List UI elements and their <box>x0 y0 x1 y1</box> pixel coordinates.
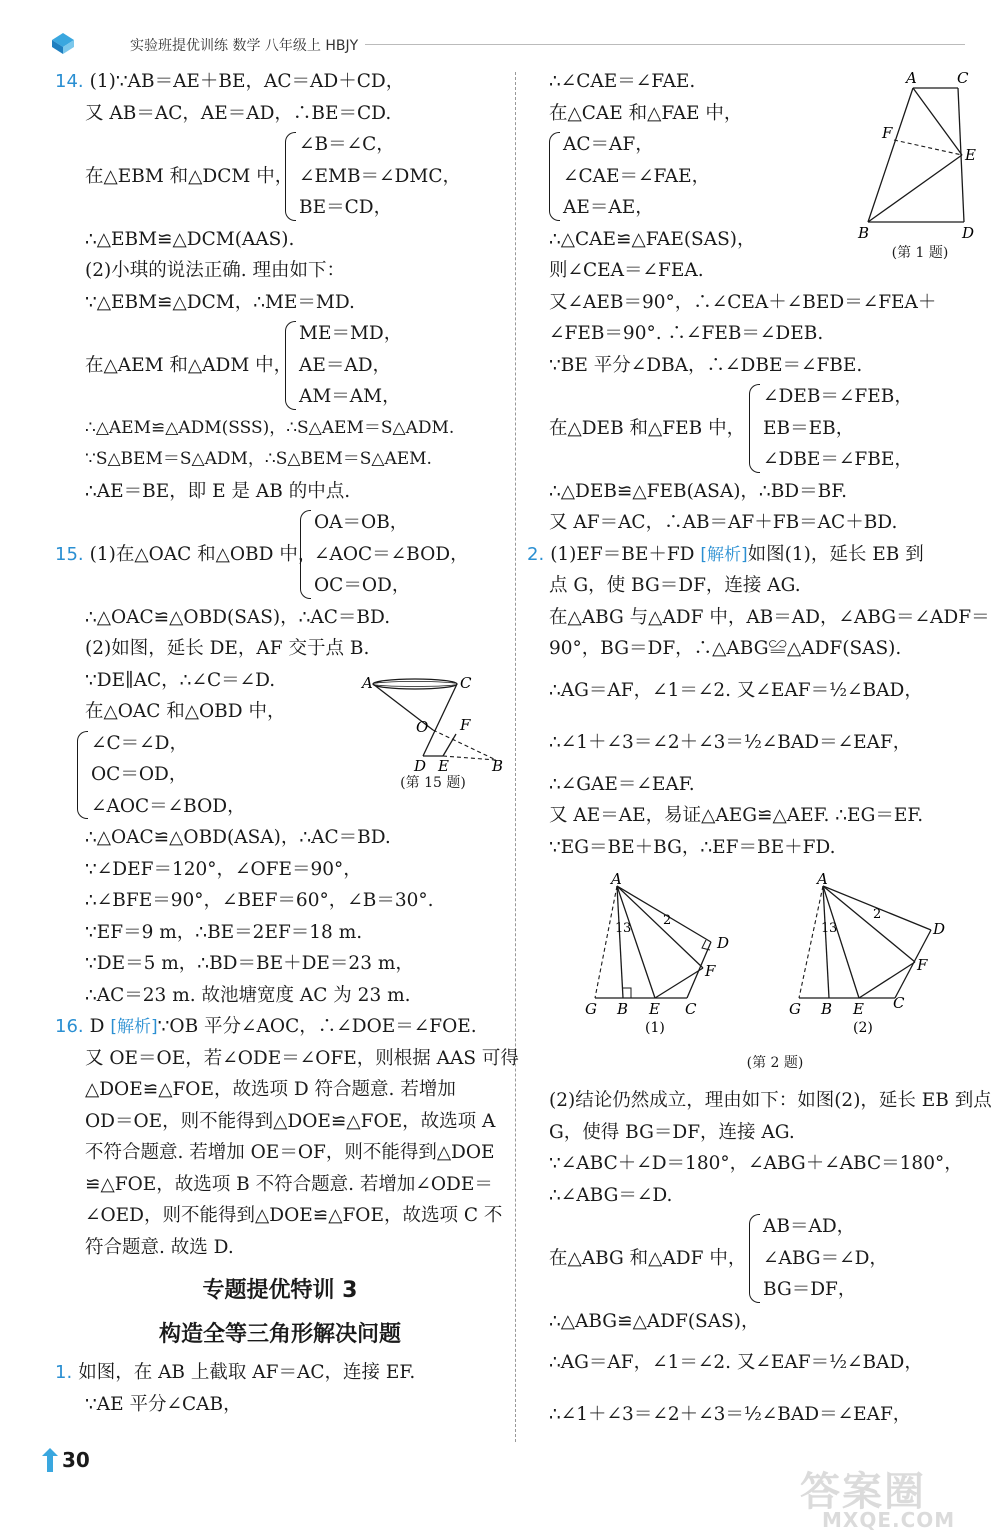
q15-line-9: ∵DE＝5 m，∴BD＝BE＋DE＝23 m， <box>85 953 414 974</box>
label-A-2: A <box>817 872 828 888</box>
r-q1-line-6: ∠FEB＝90°. ∴∠FEB＝∠DEB. <box>549 323 824 344</box>
section-title-2: 构造全等三角形解决问题 <box>158 1322 401 1347</box>
q16-answer: D <box>89 1016 105 1037</box>
r-q1-line-3: ∴△CAE≌△FAE(SAS)， <box>549 228 756 250</box>
q2-line-15: ∴AG＝AF，∠1＝∠2. 又∠EAF＝½∠BAD， <box>549 1352 923 1373</box>
brace-group <box>300 507 469 602</box>
brace-line: ∠AOC＝∠BOD， <box>314 543 469 565</box>
label-F: F <box>882 124 893 142</box>
page-number-badge <box>42 1446 92 1474</box>
brace-line: AE＝AE， <box>563 197 654 218</box>
brace-lead: 在△ABG 和△ADF 中， <box>549 1247 747 1269</box>
sub-caption-2: (2) <box>853 1020 873 1036</box>
label-C: C <box>460 674 472 692</box>
label-B-2: B <box>821 1000 833 1018</box>
q15-line-4: 在△OAC 和△OBD 中， <box>85 701 286 722</box>
brace-lead: 在△EBM 和△DCM 中， <box>85 165 294 187</box>
brace-line: ∠CAE＝∠FAE， <box>563 165 711 187</box>
q16-line-3: △DOE≌△FOE，故选项 D 符合题意. 若增加 <box>85 1079 456 1100</box>
r-q1-line-7: ∵BE 平分∠DBA，∴∠DBE＝∠FBE. <box>549 354 863 376</box>
q2-line-1 <box>527 539 979 571</box>
brace-lead: 在△DEB 和△FEB 中， <box>549 417 746 439</box>
sub-figure-1 <box>585 872 729 1036</box>
label-E: E <box>649 1000 660 1018</box>
label-E: E <box>438 757 449 772</box>
q2-line-5: ∴AG＝AF，∠1＝∠2. 又∠EAF＝½∠BAD， <box>549 679 923 701</box>
label-D: D <box>962 224 975 242</box>
brace-lead-text: (1)在△OAC 和△OBD 中， <box>89 543 317 565</box>
label-C: C <box>685 1000 697 1018</box>
label-O: O <box>416 718 429 736</box>
brace-line: AM＝AM， <box>299 386 401 407</box>
brace-mark <box>285 132 296 221</box>
brace-line: ∠B＝∠C， <box>299 134 395 155</box>
q1-text: 如图，在 AB 上截取 AF＝AC，连接 EF. <box>78 1362 416 1383</box>
q2-line-4: 90°，BG＝DF，∴△ABG≌△ADF(SAS). <box>549 638 902 659</box>
brace-group <box>749 1211 888 1306</box>
label-B: B <box>492 757 504 772</box>
q14-line-1 <box>55 66 505 98</box>
sub-figure-2 <box>789 872 945 1036</box>
q2-line-8: 又 AE＝AE，易证△AEG≌△AEF. ∴EG＝EF. <box>549 805 924 826</box>
brace-mark <box>77 731 88 820</box>
r-q1-line-4: 则∠CEA＝∠FEA. <box>549 260 704 281</box>
figure-caption: (第 1 题) <box>891 245 949 261</box>
brace-line: BG＝DF， <box>763 1279 857 1300</box>
angle-3-label: 3 <box>623 921 632 936</box>
brace-line: ∠EMB＝∠DMC， <box>299 165 461 187</box>
pond-diagram <box>358 672 508 772</box>
q16-line-6: ≌△FOE，故选项 B 不符合题意. 若增加∠ODE＝ <box>85 1173 493 1195</box>
q16-text: ∵OB 平分∠AOC，∴∠DOE＝∠FOE. <box>157 1016 477 1037</box>
right-column <box>527 66 992 1441</box>
figure-q15 <box>358 672 508 800</box>
page-header <box>40 28 975 58</box>
label-D: D <box>414 757 427 772</box>
watermark <box>782 1460 982 1530</box>
r-q1-line-2: 在△CAE 和△FAE 中， <box>549 102 743 124</box>
q15-number: 15. <box>55 543 84 565</box>
q16-line-8: 符合题意. 故选 D. <box>85 1236 234 1258</box>
label-E-2: E <box>853 1000 864 1018</box>
q16-line-4: OD＝OE，则不能得到△DOE≌△FOE，故选项 A <box>85 1110 496 1132</box>
label-F-2: F <box>917 956 928 974</box>
angle-3-label-2: 3 <box>829 921 838 936</box>
label-D: D <box>717 934 730 952</box>
label-G-2: G <box>789 1000 801 1018</box>
figure-caption: (第 15 题) <box>400 775 466 791</box>
q14-brace-2 <box>55 318 505 413</box>
q2-line-16: ∴∠1＋∠3＝∠2＋∠3＝½∠BAD＝∠EAF， <box>549 1404 912 1425</box>
label-F: F <box>460 716 471 734</box>
q2-line-10: (2)结论仍然成立，理由如下：如图(2)，延长 EB 到点 <box>549 1090 992 1111</box>
book-logo-icon <box>48 30 78 56</box>
brace-line: EB＝EB， <box>763 417 855 439</box>
label-A: A <box>362 674 373 692</box>
header-rule <box>365 44 965 45</box>
q16-line-7: ∠OED，则不能得到△DOE≌△FOE，故选项 C 不 <box>85 1205 503 1226</box>
q15-line-5: ∴△OAC≌△OBD(ASA)，∴AC＝BD. <box>85 827 391 848</box>
label-C-2: C <box>893 994 905 1012</box>
r-q1-line-8: ∴△DEB≌△FEB(ASA)，∴BD＝BF. <box>549 480 848 502</box>
q2-line-11: G，使得 BG＝DF，连接 AG. <box>549 1121 795 1143</box>
q16-line-1 <box>55 1011 505 1043</box>
q14-line-8: ∴AE＝BE，即 E 是 AB 的中点. <box>85 480 351 502</box>
q16-line-5: 不符合题意. 若增加 OE＝OF，则不能得到△DOE <box>85 1142 495 1163</box>
brace-line: AE＝AD， <box>299 354 392 376</box>
brace-line: ME＝MD， <box>299 323 403 344</box>
q14-line-7: ∵S△BEM＝S△ADM，∴S△BEM＝S△AEM. <box>85 449 432 469</box>
header-title: 实验班提优训练 数学 八年级上 HBJY <box>130 38 359 54</box>
q2-answer: (1)EF＝BE＋FD <box>550 543 695 565</box>
brace-line: ∠ABG＝∠D， <box>763 1247 888 1269</box>
q15-line-3: ∵DE∥AC，∴∠C＝∠D. <box>85 669 276 691</box>
analysis-tag: [解析] <box>110 1017 158 1037</box>
q2-line-2: 点 G，使 BG＝DF，连接 AG. <box>549 575 801 596</box>
label-E: E <box>965 146 976 164</box>
q15-brace-1 <box>55 507 505 602</box>
brace-mark <box>749 1214 760 1303</box>
q14-line-3: ∴△EBM≌△DCM(AAS). <box>85 228 295 250</box>
brace-mark <box>549 132 560 221</box>
q2-text: 如图(1)，延长 EB 到 <box>747 543 924 565</box>
q15-line-8: ∵EF＝9 m，∴BE＝2EF＝18 m. <box>85 921 363 943</box>
q16-number: 16. <box>55 1016 84 1037</box>
brace-group <box>749 381 913 476</box>
q2-line-13: ∴∠ABG＝∠D. <box>549 1184 673 1206</box>
q14-line-6: ∴△AEM≌△ADM(SSS)，∴S△AEM＝S△ADM. <box>85 417 455 438</box>
q15-line-2: (2)如图，延长 DE，AF 交于点 B. <box>85 638 370 659</box>
q14-line-2: 又 AB＝AC，AE＝AD，∴BE＝CD. <box>85 102 392 124</box>
q15-line-6: ∵∠DEF＝120°，∠OFE＝90°， <box>85 858 362 880</box>
q2-line-7: ∴∠GAE＝∠EAF. <box>549 773 695 795</box>
label-C: C <box>957 70 969 87</box>
angle-2-label-2: 2 <box>873 907 882 922</box>
q15-lead <box>55 539 316 571</box>
column-divider <box>515 72 516 1442</box>
brace-group <box>77 728 246 823</box>
q15-line-1: ∴△OAC≌△OBD(SAS)，∴AC＝BD. <box>85 606 391 628</box>
r-q1-line-1: ∴∠CAE＝∠FAE. <box>549 71 696 92</box>
q1-line-2: ∵AE 平分∠CAB， <box>85 1393 242 1415</box>
q2-line-6: ∴∠1＋∠3＝∠2＋∠3＝½∠BAD＝∠EAF， <box>549 731 912 753</box>
brace-line: OC＝OD， <box>91 764 188 785</box>
brace-mark <box>749 384 760 473</box>
q2-line-9: ∵EG＝BE＋BG，∴EF＝BE＋FD. <box>549 836 836 858</box>
q14-number: 14. <box>55 71 84 92</box>
q14-text: (1)∵AB＝AE＋BE，AC＝AD＋CD， <box>89 71 405 92</box>
label-B: B <box>617 1000 629 1018</box>
r-q1-brace-2 <box>527 381 979 476</box>
figure-r-q2 <box>575 872 975 1072</box>
q14-line-4: (2)小琪的说法正确. 理由如下： <box>85 260 345 281</box>
brace-line: ∠DBE＝∠FBE， <box>763 449 913 470</box>
square-rotation-diagram <box>575 872 975 1042</box>
q14-line-5: ∵△EBM≌△DCM，∴ME＝MD. <box>85 291 355 313</box>
q2-line-14: ∴△ABG≌△ADF(SAS)， <box>549 1310 760 1332</box>
q2-line-12: ∵∠ABC＋∠D＝180°，∠ABG＋∠ABC＝180°， <box>549 1153 963 1174</box>
angle-1-label: 1 <box>615 921 624 936</box>
analysis-tag: [解析] <box>700 544 748 565</box>
q2-number: 2. <box>527 543 545 565</box>
label-B: B <box>858 224 870 242</box>
brace-mark <box>300 510 311 599</box>
label-G: G <box>585 1000 597 1018</box>
q15-line-7: ∴∠BFE＝90°，∠BEF＝60°，∠B＝30°. <box>85 890 434 911</box>
brace-line: OA＝OB， <box>314 512 409 533</box>
brace-line: BE＝CD， <box>299 197 393 218</box>
brace-line: AC＝AF， <box>563 134 654 155</box>
q14-brace-1 <box>55 129 505 224</box>
angle-1-label-2: 1 <box>821 921 830 936</box>
label-A: A <box>906 70 917 87</box>
section-title-1: 专题提优特训 3 <box>202 1278 358 1303</box>
brace-line: OC＝OD， <box>314 575 411 596</box>
sub-caption-1: (1) <box>645 1020 665 1036</box>
angle-2-label: 2 <box>663 913 672 928</box>
brace-lead: 在△AEM 和△ADM 中， <box>85 354 293 376</box>
brace-group <box>285 129 461 224</box>
brace-mark <box>285 321 296 410</box>
brace-line: ∠DEB＝∠FEB， <box>763 386 913 407</box>
trapezoid-diagram <box>856 70 984 242</box>
q15-line-10: ∴AC＝23 m. 故池塘宽度 AC 为 23 m. <box>85 984 411 1006</box>
label-D-2: D <box>933 920 946 938</box>
page-number: 30 <box>62 1448 90 1472</box>
brace-group <box>285 318 402 413</box>
q16-line-2: 又 OE＝OE，若∠ODE＝∠OFE，则根据 AAS 可得 <box>85 1047 519 1069</box>
label-F: F <box>705 962 716 980</box>
q1-line-1 <box>55 1357 505 1389</box>
watermark-line-1: 答案圈 <box>800 1469 926 1515</box>
brace-line: ∠C＝∠D， <box>91 732 188 754</box>
watermark-line-2: MXQE.COM <box>822 1508 956 1532</box>
brace-line: ∠AOC＝∠BOD， <box>91 795 246 817</box>
q2-brace-1 <box>527 1211 979 1306</box>
r-q1-line-9: 又 AF＝AC，∴AB＝AF＋FB＝AC＋BD. <box>549 512 898 533</box>
r-q1-line-5: 又∠AEB＝90°，∴∠CEA＋∠BED＝∠FEA＋ <box>549 291 937 313</box>
q2-line-3: 在△ABG 与△ADF 中，AB＝AD，∠ABG＝∠ADF＝ <box>549 606 990 628</box>
label-A: A <box>611 872 622 888</box>
q1-number: 1. <box>55 1362 73 1383</box>
brace-group <box>549 129 710 224</box>
figure-caption: (第 2 题) <box>746 1055 804 1071</box>
figure-r-q1 <box>856 70 984 266</box>
brace-line: AB＝AD， <box>763 1216 856 1237</box>
